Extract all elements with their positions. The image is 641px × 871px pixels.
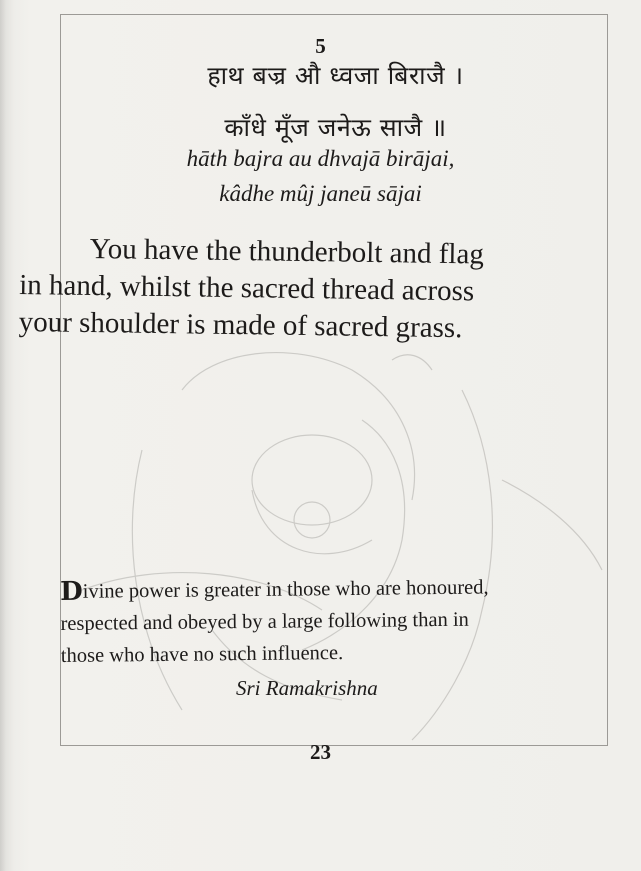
translation-line-1: You have the thunderbolt and flag [89, 232, 485, 271]
verse-number: 5 [315, 34, 326, 58]
quote-line-3: those who have no such influence. [60, 642, 344, 667]
quote-line-1: ivine power is greater in those who are honoured, [82, 576, 489, 603]
verse-translation [18, 230, 609, 349]
quote-attribution: Sri Ramakrishna [236, 676, 378, 700]
quote-dropcap: D [60, 576, 83, 607]
transliteration-line-1: hāth bajra au dhvajā birājai, [186, 146, 455, 171]
page-number: 23 [310, 740, 331, 764]
translation-line-3: your shoulder is made of sacred grass. [18, 305, 463, 345]
verse-devanagari-line-2: काँधे मूँज जनेऊ साजै ॥ [224, 113, 447, 142]
quote-line-2: respected and obeyed by a large following than in [60, 608, 469, 635]
transliteration-line-2: kâdhe mûj janeū sājai [219, 181, 422, 206]
translation-line-2: in hand, whilst the sacred thread across [19, 268, 475, 308]
quotation [60, 570, 601, 672]
verse-devanagari-line-1: हाथ बज्र औ ध्वजा बिराजै । [207, 61, 464, 90]
